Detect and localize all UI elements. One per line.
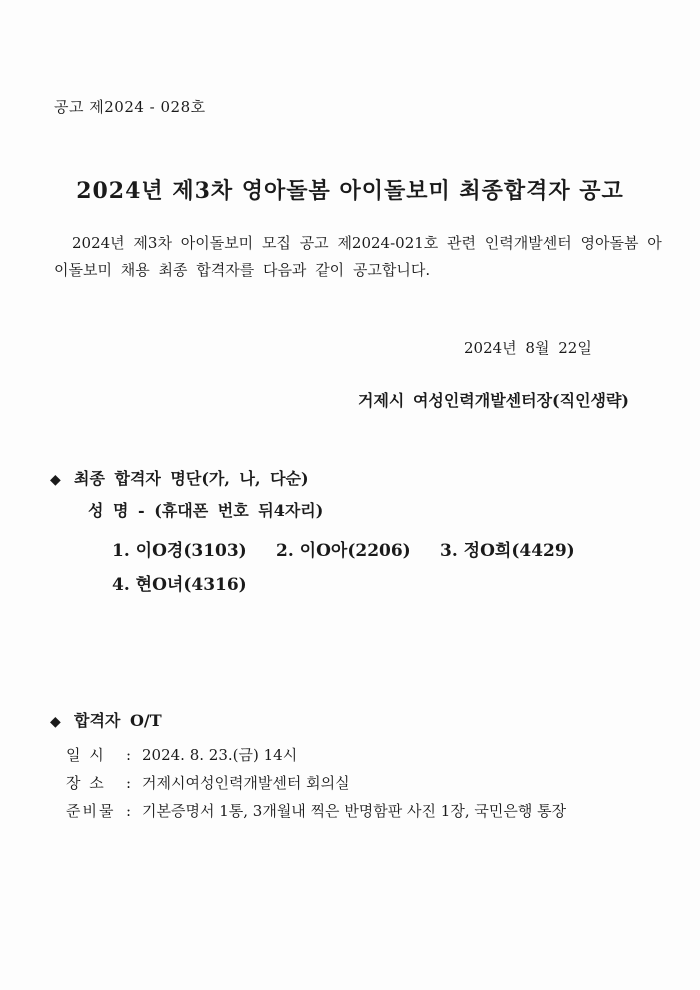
diamond-bullet-icon: ◆ [50,472,61,488]
row-value: 기본증명서 1통, 3개월내 찍은 반명함판 사진 1장, 국민은행 통장 [142,802,567,820]
row-label: 준비물 [66,802,116,820]
section-final-list-heading [50,466,309,489]
winner-item-4: 4. 현O녀(4316) [112,575,247,595]
notice-date: 2024년 8월 22일 [464,339,592,357]
issuer-signature: 거제시 여성인력개발센터장(직인생략) [358,391,630,410]
orientation-row-place [66,772,350,793]
winner-item-1: 1. 이O경(3103) [112,541,247,561]
section-orientation-title: 합격자 O/T [74,711,162,730]
row-label: 일 시 [66,746,106,764]
orientation-row-datetime [66,744,297,765]
winner-item-3: 3. 정O희(4429) [440,541,575,561]
winner-item-2: 2. 이O아(2206) [276,541,411,561]
row-label: 장 소 [66,774,106,792]
notice-number: 공고 제2024 - 028호 [54,98,206,116]
name-column-header: 성 명 - (휴대폰 번호 뒤4자리) [88,501,324,520]
row-colon: : [126,774,132,792]
diamond-bullet-icon: ◆ [50,714,61,730]
page-title: 2024년 제3차 영아돌봄 아이돌보미 최종합격자 공고 [76,178,624,204]
row-colon: : [126,746,132,764]
section-final-list-title: 최종 합격자 명단(가, 나, 다순) [74,469,309,488]
orientation-row-materials [66,800,566,821]
section-orientation-heading [50,708,162,731]
intro-paragraph: 2024년 제3차 아이돌보미 모집 공고 제2024-021호 관련 인력개발센터 영아돌봄 아이돌보미 채용 최종 합격자를 다음과 같이 공고합니다. [54,234,662,279]
row-value: 2024. 8. 23.(금) 14시 [142,746,298,764]
row-value: 거제시여성인력개발센터 회의실 [142,774,350,792]
row-colon: : [126,802,132,820]
